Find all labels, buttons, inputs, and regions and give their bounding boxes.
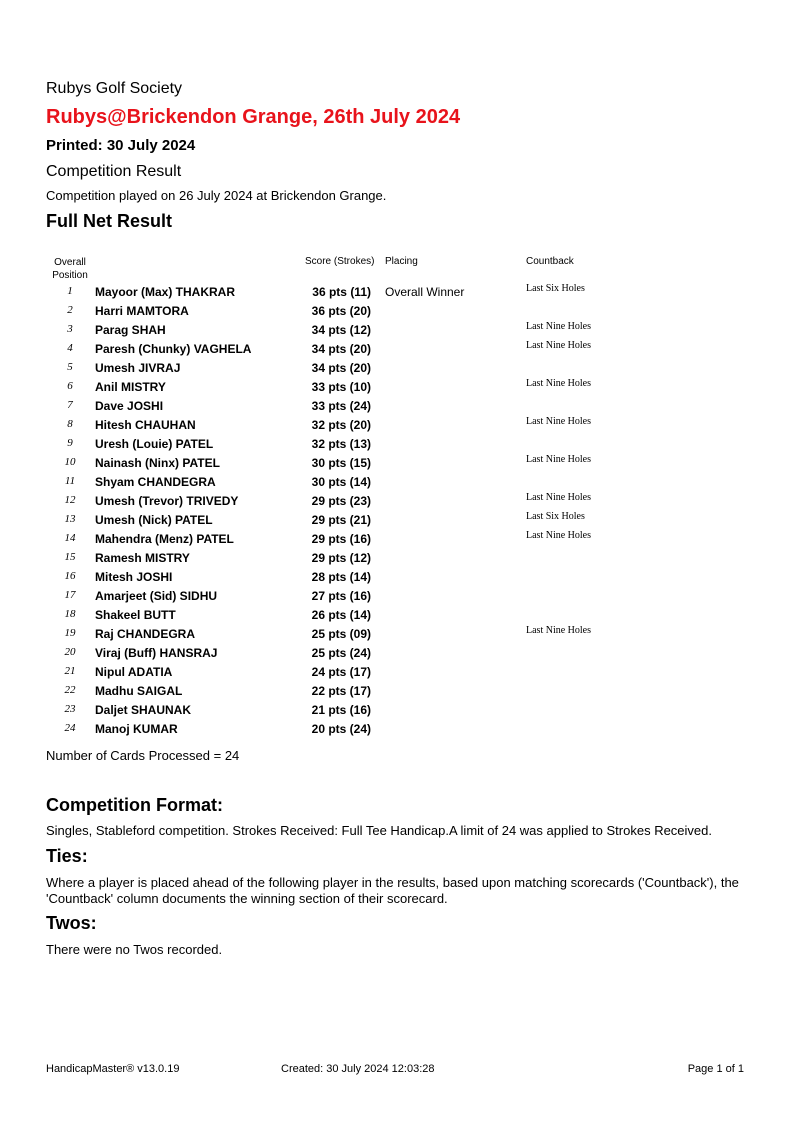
player-name-cell: Amarjeet (Sid) SIDHU — [95, 589, 218, 603]
countback-cell: Last Nine Holes — [526, 492, 591, 503]
printed-date: Printed: 30 July 2024 — [46, 137, 196, 154]
footer-created: Created: 30 July 2024 12:03:28 — [281, 1063, 435, 1075]
countback-cell: Last Six Holes — [526, 283, 585, 294]
player-name-cell: Anil MISTRY — [95, 380, 166, 394]
position-cell: 18 — [64, 608, 76, 620]
footer-page-number: Page 1 of 1 — [687, 1063, 744, 1075]
table-row — [46, 662, 756, 681]
score-cell: 34 pts (12) — [311, 323, 371, 337]
score-cell: 29 pts (21) — [311, 513, 371, 527]
score-cell: 33 pts (24) — [311, 399, 371, 413]
position-cell: 20 — [64, 646, 76, 658]
score-cell: 34 pts (20) — [311, 361, 371, 375]
player-name-cell: Mayoor (Max) THAKRAR — [95, 285, 236, 299]
position-cell: 5 — [67, 361, 73, 373]
ties-text: Where a player is placed ahead of the following player in the results, based upon matching scorecards ('Countback'), the 'Countback' column documents the winning section of their scorecard. — [46, 875, 739, 906]
score-cell: 32 pts (13) — [311, 437, 371, 451]
position-cell: 14 — [64, 532, 76, 544]
countback-cell: Last Nine Holes — [526, 416, 591, 427]
competition-title: Rubys@Brickendon Grange, 26th July 2024 — [46, 106, 461, 128]
score-cell: 21 pts (16) — [311, 703, 371, 717]
position-cell: 23 — [64, 703, 76, 715]
score-cell: 22 pts (17) — [311, 684, 371, 698]
table-row — [46, 377, 756, 396]
score-cell: 34 pts (20) — [311, 342, 371, 356]
player-name-cell: Viraj (Buff) HANSRAJ — [95, 646, 218, 660]
table-row — [46, 567, 756, 586]
player-name-cell: Ramesh MISTRY — [95, 551, 190, 565]
placing-cell: Overall Winner — [385, 285, 465, 299]
player-name-cell: Hitesh CHAUHAN — [95, 418, 196, 432]
player-name-cell: Nipul ADATIA — [95, 665, 173, 679]
player-name-cell: Harri MAMTORA — [95, 304, 189, 318]
column-header-score: Score (Strokes) — [305, 256, 375, 267]
position-cell: 12 — [64, 494, 76, 506]
score-cell: 30 pts (15) — [311, 456, 371, 470]
position-cell: 10 — [64, 456, 76, 468]
position-cell: 2 — [67, 304, 73, 316]
position-cell: 9 — [67, 437, 73, 449]
position-cell: 8 — [67, 418, 73, 430]
player-name-cell: Umesh (Trevor) TRIVEDY — [95, 494, 239, 508]
score-cell: 36 pts (20) — [311, 304, 371, 318]
countback-cell: Last Nine Holes — [526, 321, 591, 332]
score-cell: 29 pts (12) — [311, 551, 371, 565]
twos-heading: Twos: — [46, 913, 97, 933]
score-cell: 28 pts (14) — [311, 570, 371, 584]
player-name-cell: Mitesh JOSHI — [95, 570, 173, 584]
player-name-cell: Shyam CHANDEGRA — [95, 475, 216, 489]
table-row — [46, 415, 756, 434]
society-name: Rubys Golf Society — [46, 80, 183, 97]
position-cell: 24 — [64, 722, 76, 734]
ties-heading: Ties: — [46, 846, 88, 866]
position-cell: 15 — [64, 551, 76, 563]
table-row — [46, 320, 756, 339]
table-row — [46, 472, 756, 491]
countback-cell: Last Nine Holes — [526, 454, 591, 465]
position-cell: 1 — [67, 285, 73, 297]
player-name-cell: Nainash (Ninx) PATEL — [95, 456, 220, 470]
table-row — [46, 434, 756, 453]
player-name-cell: Mahendra (Menz) PATEL — [95, 532, 234, 546]
position-cell: 3 — [67, 323, 73, 335]
footer-software: HandicapMaster® v13.0.19 — [46, 1063, 180, 1075]
table-row — [46, 301, 756, 320]
score-cell: 25 pts (09) — [311, 627, 371, 641]
results-table — [46, 282, 756, 738]
table-row — [46, 700, 756, 719]
position-cell: 16 — [64, 570, 76, 582]
countback-cell: Last Nine Holes — [526, 378, 591, 389]
cards-processed: Number of Cards Processed = 24 — [46, 748, 240, 763]
column-header-position-line1: Overall — [54, 257, 86, 268]
score-cell: 26 pts (14) — [311, 608, 371, 622]
position-cell: 4 — [67, 342, 73, 354]
table-row — [46, 491, 756, 510]
player-name-cell: Madhu SAIGAL — [95, 684, 183, 698]
played-info: Competition played on 26 July 2024 at Brickendon Grange. — [46, 188, 387, 203]
countback-cell: Last Six Holes — [526, 511, 585, 522]
table-row — [46, 396, 756, 415]
table-row — [46, 548, 756, 567]
format-heading: Competition Format: — [46, 795, 223, 815]
column-header-position-line2: Position — [52, 270, 88, 281]
twos-text: There were no Twos recorded. — [46, 942, 223, 957]
player-name-cell: Umesh JIVRAJ — [95, 361, 181, 375]
countback-cell: Last Nine Holes — [526, 530, 591, 541]
table-row — [46, 643, 756, 662]
score-cell: 32 pts (20) — [311, 418, 371, 432]
table-row — [46, 719, 756, 738]
player-name-cell: Daljet SHAUNAK — [95, 703, 192, 717]
countback-cell: Last Nine Holes — [526, 340, 591, 351]
player-name-cell: Parag SHAH — [95, 323, 166, 337]
column-header-placing: Placing — [385, 256, 418, 267]
position-cell: 7 — [67, 399, 73, 411]
position-cell: 22 — [64, 684, 76, 696]
table-row — [46, 681, 756, 700]
score-cell: 24 pts (17) — [311, 665, 371, 679]
player-name-cell: Manoj KUMAR — [95, 722, 178, 736]
position-cell: 19 — [64, 627, 76, 639]
score-cell: 27 pts (16) — [311, 589, 371, 603]
document-subtitle: Competition Result — [46, 163, 182, 180]
score-cell: 29 pts (23) — [311, 494, 371, 508]
position-cell: 6 — [67, 380, 73, 392]
score-cell: 36 pts (11) — [312, 285, 371, 299]
position-cell: 11 — [64, 475, 76, 487]
countback-cell: Last Nine Holes — [526, 625, 591, 636]
format-text: Singles, Stableford competition. Strokes Received: Full Tee Handicap.A limit of 24 was applied to Strokes Received. — [46, 823, 712, 838]
table-row — [46, 624, 756, 643]
table-row — [46, 586, 756, 605]
score-cell: 20 pts (24) — [311, 722, 371, 736]
table-row — [46, 510, 756, 529]
position-cell: 21 — [64, 665, 76, 677]
player-name-cell: Shakeel BUTT — [95, 608, 176, 622]
table-row — [46, 282, 756, 301]
column-header-position — [46, 256, 94, 282]
position-cell: 13 — [64, 513, 76, 525]
player-name-cell: Raj CHANDEGRA — [95, 627, 196, 641]
player-name-cell: Umesh (Nick) PATEL — [95, 513, 213, 527]
player-name-cell: Uresh (Louie) PATEL — [95, 437, 214, 451]
player-name-cell: Paresh (Chunky) VAGHELA — [95, 342, 252, 356]
score-cell: 29 pts (16) — [311, 532, 371, 546]
score-cell: 30 pts (14) — [311, 475, 371, 489]
column-header-countback: Countback — [526, 256, 574, 267]
score-cell: 33 pts (10) — [311, 380, 371, 394]
table-row — [46, 339, 756, 358]
score-cell: 25 pts (24) — [311, 646, 371, 660]
position-cell: 17 — [64, 589, 76, 601]
table-row — [46, 605, 756, 624]
table-row — [46, 453, 756, 472]
table-row — [46, 358, 756, 377]
results-heading: Full Net Result — [46, 211, 173, 231]
player-name-cell: Dave JOSHI — [95, 399, 164, 413]
table-row — [46, 529, 756, 548]
